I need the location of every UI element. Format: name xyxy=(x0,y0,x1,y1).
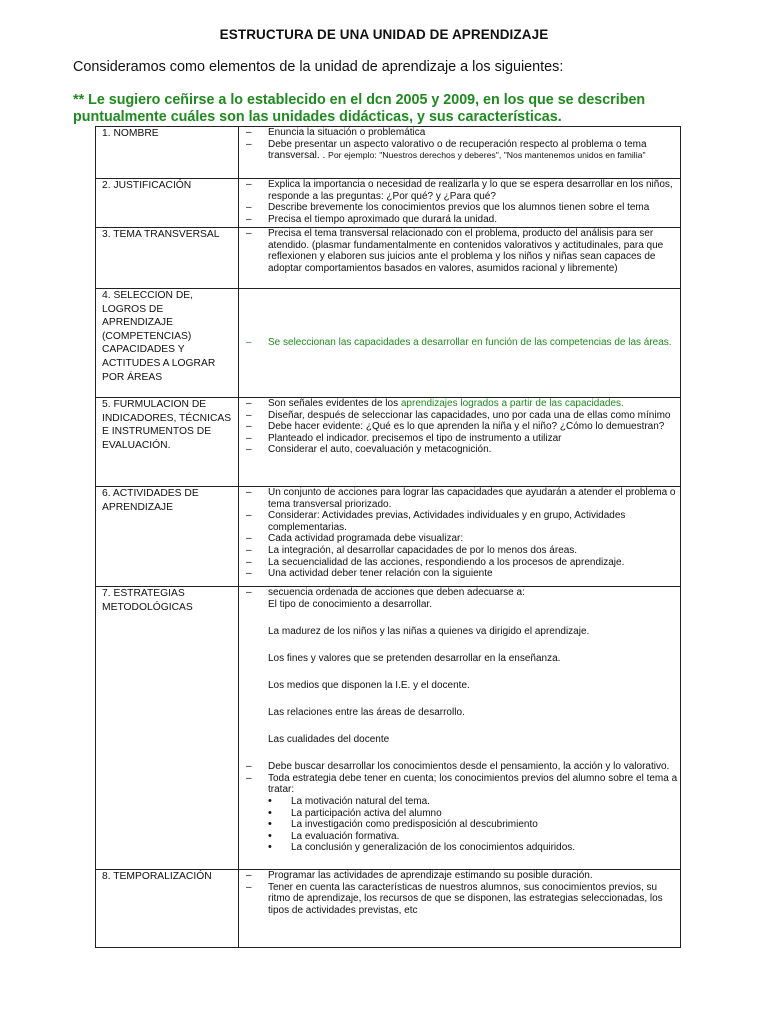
list-item: – Una actividad deber tener relación con la siguiente xyxy=(239,568,680,580)
table-row xyxy=(96,289,681,398)
list-item: – Se seleccionan las capacidades a desarrollar en función de las competencias de las áreas. xyxy=(239,337,680,349)
table-row xyxy=(96,127,681,179)
table-row xyxy=(96,228,681,289)
list-item: – Un conjunto de acciones para lograr las capacidades que ayudarán a atender el problema o tema transversal priorizado. xyxy=(239,487,680,510)
list-item: – Debe hacer evidente: ¿Qué es lo que aprenden la niña y el niño? ¿Cómo lo demuestran? xyxy=(239,421,680,433)
list-item: – Explica la importancia o necesidad de realizarla y lo que se espera desarrollar en los niños, responde a las preguntas: ¿Por qué? y ¿Para qué? xyxy=(239,179,680,202)
table-row xyxy=(96,398,681,487)
page-title: ESTRUCTURA DE UNA UNIDAD DE APRENDIZAJE xyxy=(219,27,549,42)
strategy-sub-item: Las relaciones entre las áreas de desarrollo. xyxy=(268,706,465,718)
row-label-tema: 3. TEMA TRANSVERSAL xyxy=(102,229,220,240)
row-label-actividades: 6. ACTIVIDADES DE APRENDIZAJE xyxy=(102,488,199,513)
list-item: – Diseñar, después de seleccionar las capacidades, uno por cada una de ellas como mínimo xyxy=(239,410,680,422)
row-label-logros: 4. SELECCION DE, LOGROS DE APRENDIZAJE (COMPETENCIAS) CAPACIDADES Y ACTITUDES A LOGRAR POR ÁREAS xyxy=(102,290,216,383)
row-label-temporalizacion: 8. TEMPORALIZACIÓN xyxy=(102,871,212,882)
list-item: – Programar las actividades de aprendizaje estimando su posible duración. xyxy=(239,870,680,882)
table-row xyxy=(96,587,681,870)
strategy-sub-item: El tipo de conocimiento a desarrollar. xyxy=(268,598,432,610)
strategy-sub-item: Las cualidades del docente xyxy=(268,734,390,746)
bullet-item: • La participación activa del alumno xyxy=(268,808,680,820)
list-item: – Toda estrategia debe tener en cuenta; los conocimientos previos del alumno sobre el tema a tratar: xyxy=(239,773,680,796)
list-item: – Considerar: Actividades previas, Actividades individuales y en grupo, Actividades complementarias. xyxy=(239,510,680,533)
table-row xyxy=(96,487,681,587)
indicadores-item-text: Son señales evidentes de los xyxy=(268,398,399,409)
list-item xyxy=(239,139,680,162)
row-label-nombre: 1. NOMBRE xyxy=(102,128,159,139)
list-item: – Cada actividad programada debe visualizar: xyxy=(239,533,680,545)
list-item: – Enuncia la situación o problemática xyxy=(239,127,680,139)
list-item: – Tener en cuenta las características de nuestros alumnos, sus conocimientos previos, su ritmo de aprendizaje, los recursos de que se disponen, las estrategias seleccionadas, los tipos de actividades previstas, etc xyxy=(239,882,680,917)
suggestion-note: ** Le sugiero ceñirse a lo establecido en el dcn 2005 y 2009, en los que se describen puntualmente cuáles son las unidades didácticas, y sus características. xyxy=(73,92,646,125)
row-label-estrategias: 7. ESTRATEGIAS METODOLÓGICAS xyxy=(102,588,193,613)
nombre-example: Por ejemplo: "Nuestros derechos y deberes", "Nos mantenemos unidos en familia" xyxy=(328,150,646,161)
list-item: – Describe brevemente los conocimientos previos que los alumnos tienen sobre el tema xyxy=(239,202,680,214)
table-row xyxy=(96,179,681,228)
list-item: – secuencia ordenada de acciones que deben adecuarse a: xyxy=(239,587,680,599)
list-item: – La secuencialidad de las acciones, respondiendo a los procesos de aprendizaje. xyxy=(239,557,680,569)
strategy-sub-item: Los medios que disponen la I.E. y el docente. xyxy=(268,679,470,691)
list-item: – Debe buscar desarrollar los conocimientos desde el pensamiento, la acción y lo valorativo. xyxy=(239,761,680,773)
intro-text: Consideramos como elementos de la unidad de aprendizaje a los siguientes: xyxy=(73,59,564,75)
row-label-justificacion: 2. JUSTIFICACIÓN xyxy=(102,180,192,191)
list-item: – Planteado el indicador. precisemos el tipo de instrumento a utilizar xyxy=(239,433,680,445)
row-label-indicadores: 5. FURMULACION DE INDICADORES, TÉCNICAS E INSTRUMENTOS DE EVALUACIÓN. xyxy=(102,399,232,451)
list-item xyxy=(239,398,680,410)
bullet-item: • La motivación natural del tema. xyxy=(268,796,680,808)
list-item: – Considerar el auto, coevaluación y metacognición. xyxy=(239,444,680,456)
structure-table xyxy=(95,126,681,948)
strategy-sub-item: La madurez de los niños y las niñas a quienes va dirigido el aprendizaje. xyxy=(268,625,590,637)
list-item: – Precisa el tema transversal relacionado con el problema, producto del análisis para ser atendido. (plasmar fundamentalmente en contenidos valorativos y actitudinales, para que reflexionen y elaboren sus juicios ante el problema y los niños y niñas sean capaces de adoptar comportamientos basados en valores, asumidos racional y libremente) xyxy=(239,228,680,274)
list-item: – Precisa el tiempo aproximado que durará la unidad. xyxy=(239,214,680,226)
indicadores-item-highlight: aprendizajes logrados a partir de las capacidades. xyxy=(400,398,624,409)
nombre-item-text: Debe presentar un aspecto valorativo o de recuperación respecto al problema o tema transversal. . xyxy=(268,138,647,162)
table-row xyxy=(96,870,681,948)
strategy-sub-item: Los fines y valores que se pretenden desarrollar en la enseñanza. xyxy=(268,652,561,664)
bullet-item: • La conclusión y generalización de los conocimientos adquiridos. xyxy=(268,842,680,854)
bullet-item: • La investigación como predisposición al descubrimiento xyxy=(268,819,680,831)
list-item: – La integración, al desarrollar capacidades de por lo menos dos áreas. xyxy=(239,545,680,557)
bullet-item: • La evaluación formativa. xyxy=(268,831,680,843)
